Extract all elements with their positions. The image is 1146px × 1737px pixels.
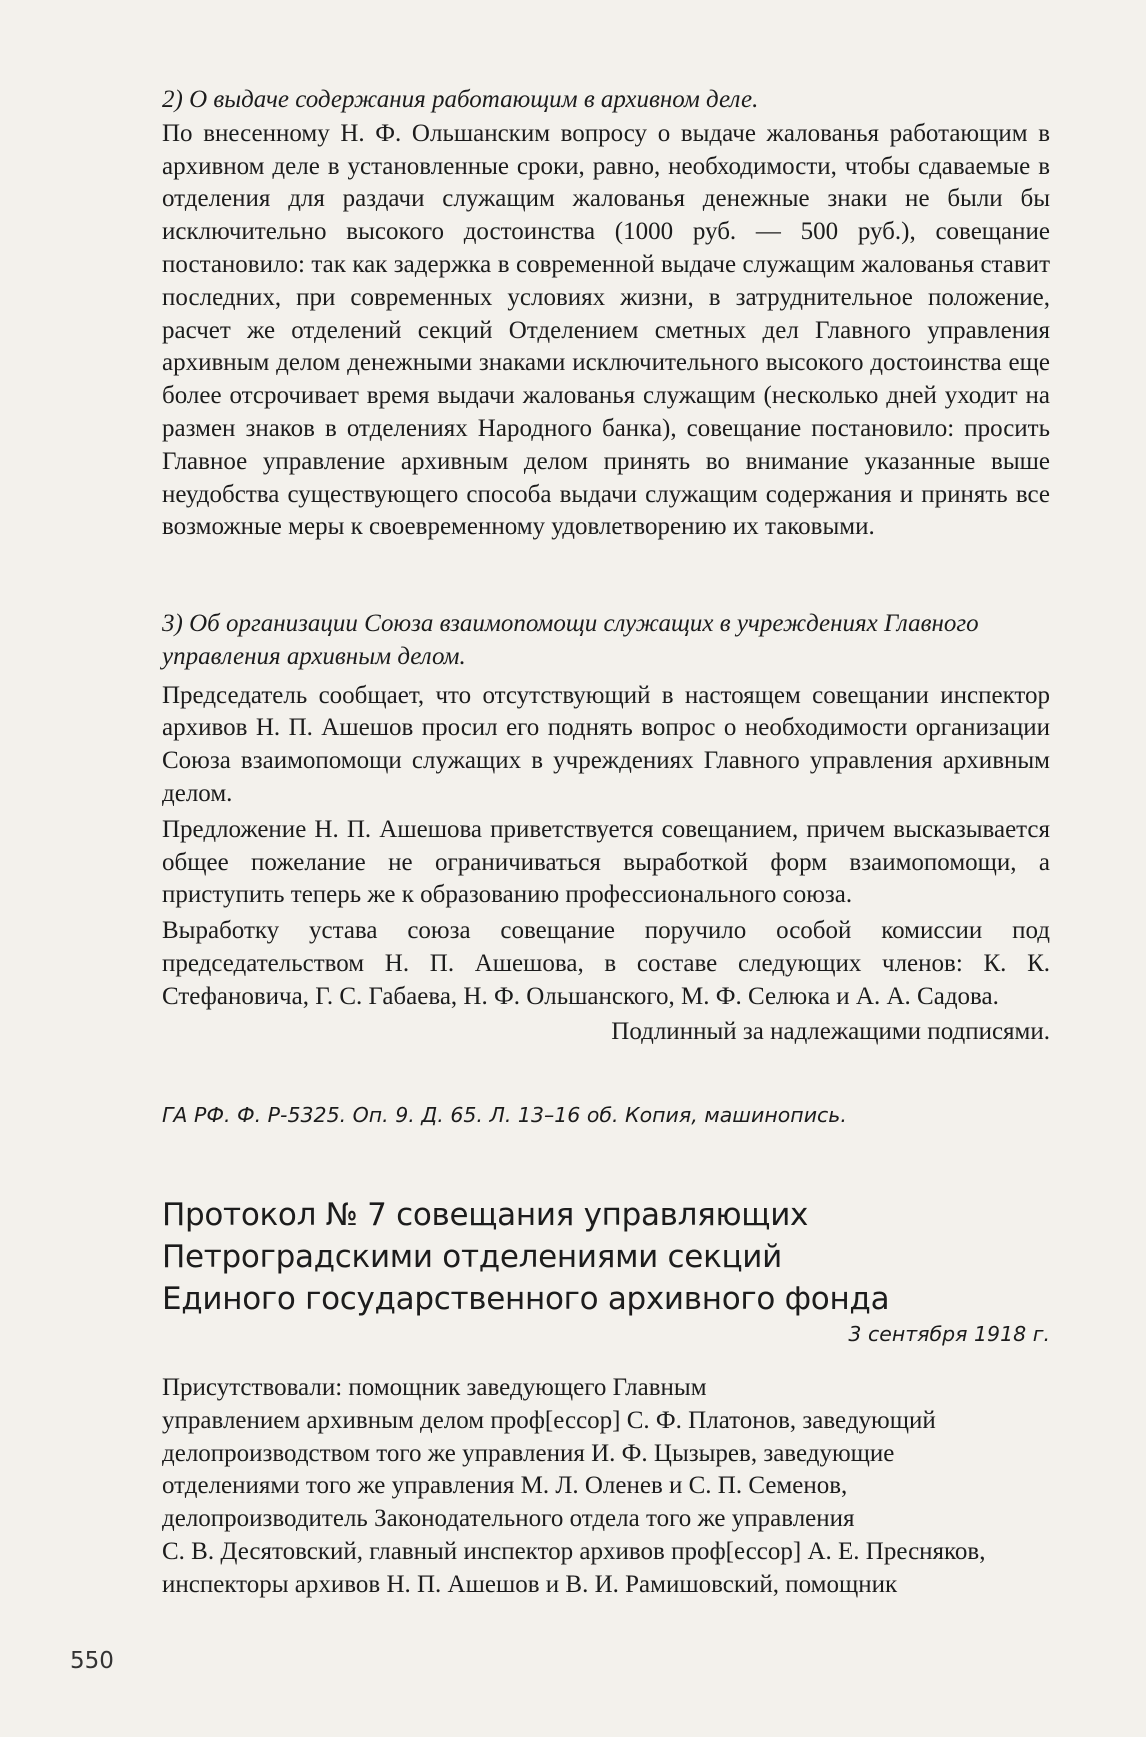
section-2 (162, 84, 1050, 544)
signature-line: Подлинный за надлежащими подписями. (611, 1017, 1050, 1045)
archive-source (162, 1100, 1050, 1130)
attendees-line-7: инспекторы архивов Н. П. Ашешов и В. И. Рамишовский, помощник (162, 1570, 898, 1598)
protocol-date: 3 сентября 1918 г. (848, 1322, 1050, 1346)
attendees-line-5: делопроизводитель Законодательного отдела того же управления (162, 1505, 855, 1533)
protocol-title (162, 1194, 1050, 1320)
attendees-line-2: управлением архивным делом проф[ессор] С. Ф. Платонов, заведующий (162, 1406, 936, 1434)
attendees-line-6: С. В. Десятовский, главный инспектор архивов проф[ессор] А. Е. Пресняков, (162, 1537, 986, 1565)
attendees (162, 1372, 1050, 1602)
protocol-title-line-2: Петроградскими отделениями секций (162, 1239, 782, 1275)
protocol-title-line-1: Протокол № 7 совещания управляющих (162, 1197, 809, 1233)
section-2-heading: 2) О выдаче содержания работающим в архивном деле. (162, 86, 759, 113)
section-3-heading: 3) Об организации Союза взаимопомощи служащих в учреждениях Главного управления архивным делом. (162, 610, 979, 670)
section-3-paragraph-2: Предложение Н. П. Ашешова приветствуется совещанием, причем высказывается общее пожелание не ограничиваться выработкой форм взаимопомощи, а приступить теперь же к образованию профессионального союза. (162, 815, 1050, 909)
protocol-title-line-3: Единого государственного архивного фонда (162, 1281, 890, 1317)
source-citation: ГА РФ. Ф. Р-5325. Оп. 9. Д. 65. Л. 13–16 об. Копия, машинопись. (162, 1103, 847, 1127)
section-2-paragraph: По внесенному Н. Ф. Ольшанским вопросу о выдаче жалованья работающим в архивном деле в установленные сроки, равно, необходимости, чтобы сдаваемые в отделения для раздачи служащим жалованья денежные знаки не были бы исключительно высокого достоинства (1000 руб. — 500 руб.), совещание постановило: так как задержка в современной выдаче служащим жалованья ставит последних, при современных условиях жизни, в затруднительное положение, расчет же отделений секций Отделением сметных дел Главного управления архивным делом денежными знаками исключительного высокого достоинства еще более отсрочивает время выдачи жалованья служащим (несколько дней уходит на размен знаков в отделениях Народного банка), совещание постановило: просить Главное управление архивным делом принять во внимание указанные выше неудобства существующего способа выдачи служащим содержания и принять все возможные меры к своевременному удовлетворению их таковыми. (162, 119, 1050, 541)
section-3 (162, 608, 1050, 1048)
section-3-paragraph-3: Выработку устава союза совещание поручило особой комиссии под председательством Н. П. Ашешова, в составе следующих членов: К. К. Стефановича, Г. С. Габаева, Н. Ф. Ольшанского, М. Ф. Селюка и А. А. Садова. (162, 917, 1050, 1010)
section-3-paragraph-1: Председатель сообщает, что отсутствующий в настоящем совещании инспектор архивов Н. П. Ашешов просил его поднять вопрос о необходимости организации Союза взаимопомощи служащих в учреждениях Главного управления архивным делом. (162, 681, 1050, 807)
attendees-line-3: делопроизводством того же управления И. Ф. Цызырев, заведующие (162, 1439, 895, 1467)
attendees-line-4: отделениями того же управления М. Л. Оленев и С. П. Семенов, (162, 1472, 848, 1500)
attendees-line-1: Присутствовали: помощник заведующего Главным (162, 1374, 707, 1401)
page-number: 550 (70, 1648, 114, 1674)
protocol-date-row (162, 1322, 1050, 1346)
